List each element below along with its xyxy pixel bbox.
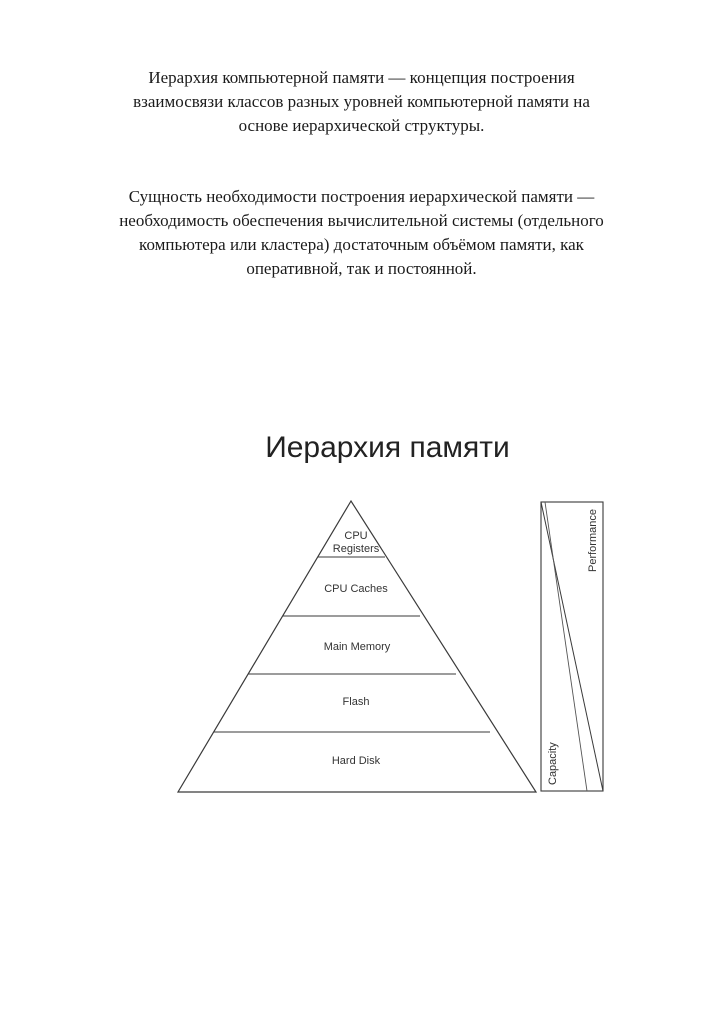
level-label-cpu-caches: CPU Caches xyxy=(324,583,388,595)
level-label-flash: Flash xyxy=(342,696,370,708)
text-line: Иерархия компьютерной памяти — концепция построения xyxy=(148,68,575,87)
performance-label: Performance xyxy=(587,509,599,572)
level-label-cpu-registers-line1: CPU xyxy=(344,530,368,542)
figure-title: Иерархия памяти xyxy=(265,431,510,464)
level-label-hard-disk: Hard Disk xyxy=(331,755,381,767)
level-label-cpu-registers-line2: Registers xyxy=(332,543,380,555)
text-line: взаимосвязи классов разных уровней компьютерной памяти на xyxy=(133,92,590,111)
level-label-main-memory: Main Memory xyxy=(323,641,391,653)
capacity-label: Capacity xyxy=(547,742,559,785)
text-line: оперативной, так и постоянной. xyxy=(246,259,477,278)
text-line: необходимость обеспечения вычислительной системы (отдельного xyxy=(119,211,604,230)
text-line: компьютера или кластера) достаточным объёмом памяти, как xyxy=(139,235,584,254)
text-line: основе иерархической структуры. xyxy=(238,116,485,135)
text-line: Сущность необходимости построения иерархической памяти — xyxy=(128,187,595,206)
